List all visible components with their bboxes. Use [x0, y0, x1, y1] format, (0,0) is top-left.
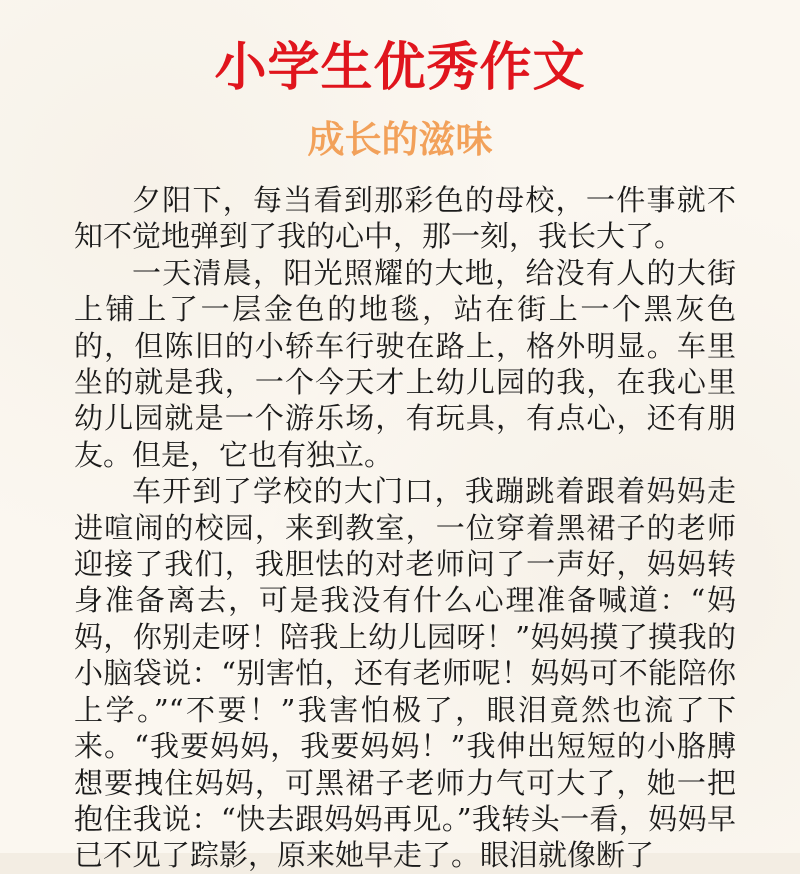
paragraph: 夕阳下，每当看到那彩色的母校，一件事就不知不觉地弹到了我的心中，那一刻，我长大了。 [74, 183, 736, 254]
article-body [74, 182, 736, 874]
article-subtitle: 成长的滋味 [307, 118, 493, 161]
article-title: 小学生优秀作文 [214, 38, 586, 98]
paragraph: 一天清晨，阳光照耀的大地，给没有人的大街上铺上了一层金色的地毯，站在街上一个黑灰色的，但陈旧的小轿车行驶在路上，格外明显。车里坐的就是我，一个今天才上幼儿园的我，在我心里幼儿园就是一个游乐场，有玩具，有点心，还有朋友。但是，它也有独立。 [74, 255, 736, 472]
paragraph: 车开到了学校的大门口，我蹦跳着跟着妈妈走进喧闹的校园，来到教室，一位穿着黑裙子的老师迎接了我们，我胆怯的对老师问了一声好，妈妈转身准备离去，可是我没有什么心理准备喊道：“妈妈，你别走呀！陪我上幼儿园呀！”妈妈摸了摸我的小脑袋说：“别害怕，还有老师呢！妈妈可不能陪你上学。”“不要！”我害怕极了，眼泪竟然也流了下来。“我要妈妈，我要妈妈！”我伸出短短的小胳膊想要拽住妈妈，可黑裙子老师力气可大了，她一把抱住我说：“快去跟妈妈再见。”我转头一看，妈妈早已不见了踪影，原来她早走了。眼泪就像断了 [74, 474, 736, 873]
